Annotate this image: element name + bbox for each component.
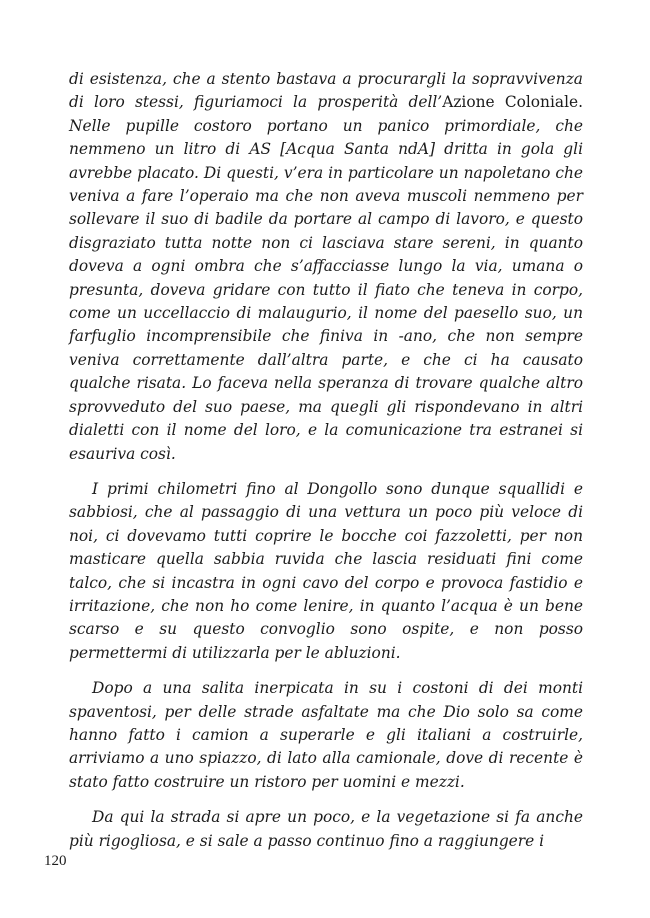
paragraph-3: Dopo a una salita inerpicata in su i costoni di dei monti spaventosi, per delle strade asfaltate ma che Dio solo sa come hanno fatto i camion a superarle e gli italiani a costruirle, arriviamo a uno spiazzo, di lato alla camionale, dove di recente è stato fatto costruire un ristoro per uomini e mezzi. [69,679,583,791]
page-body [69,68,583,865]
paragraph-1 [69,68,583,466]
paragraph-1-text-start: di esistenza, che a stento bastava a procurargli la sopravvivenza di loro stessi, figuriamoci la prosperità dell’ [69,70,583,112]
paragraph-2: I primi chilometri fino al Dongollo sono dunque squallidi e sabbiosi, che al passaggio di una vettura un poco più veloce di noi, ci dovevamo tutti coprire le bocche coi fazzoletti, per non masticare quella sabbia ruvida che lascia residuati fini come talco, che si incastra in ogni cavo del corpo e provoca fastidio e irritazione, che non ho come lenire, in quanto l’acqua è un bene scarso e su questo convoglio sono ospite, e non posso permettermi di utilizzarla per le abluzioni. [69,479,583,662]
azione-coloniale-text: Azione Coloniale. [442,93,583,112]
page-number: 120 [44,853,67,869]
paragraph-1-text-end: Nelle pupille costoro portano un panico primordiale, che nemmeno un litro di AS [Acqua Santa ndA] dritta in gola gli avrebbe placato. Di questi, v’era in particolare un napoletano che veniva a fare l’operaio ma che non aveva muscoli nemmeno per sollevare il suo di badile da portare al campo di lavoro, e questo disgraziato tutta notte non ci lasciava stare sereni, in quanto doveva a ogni ombra che s’affacciasse lungo la via, umana o presunta, doveva gridare con tutto il fiato che teneva in corpo, come un uccellaccio di malaugurio, il nome del paesello suo, un farfuglio incomprensibile che finiva in -ano, che non sempre veniva correttamente dall’altra parte, e che ci ha causato qualche risata. Lo faceva nella speranza di trovare qualche altro sprovveduto del suo paese, ma quegli gli rispondevano in altri dialetti con il nome del loro, e la comunicazione tra estranei si esauriva così. [69,116,583,463]
paragraph-4: Da qui la strada si apre un poco, e la vegetazione si fa anche più rigogliosa, e si sale a passo continuo fino a raggiungere i [69,808,583,850]
